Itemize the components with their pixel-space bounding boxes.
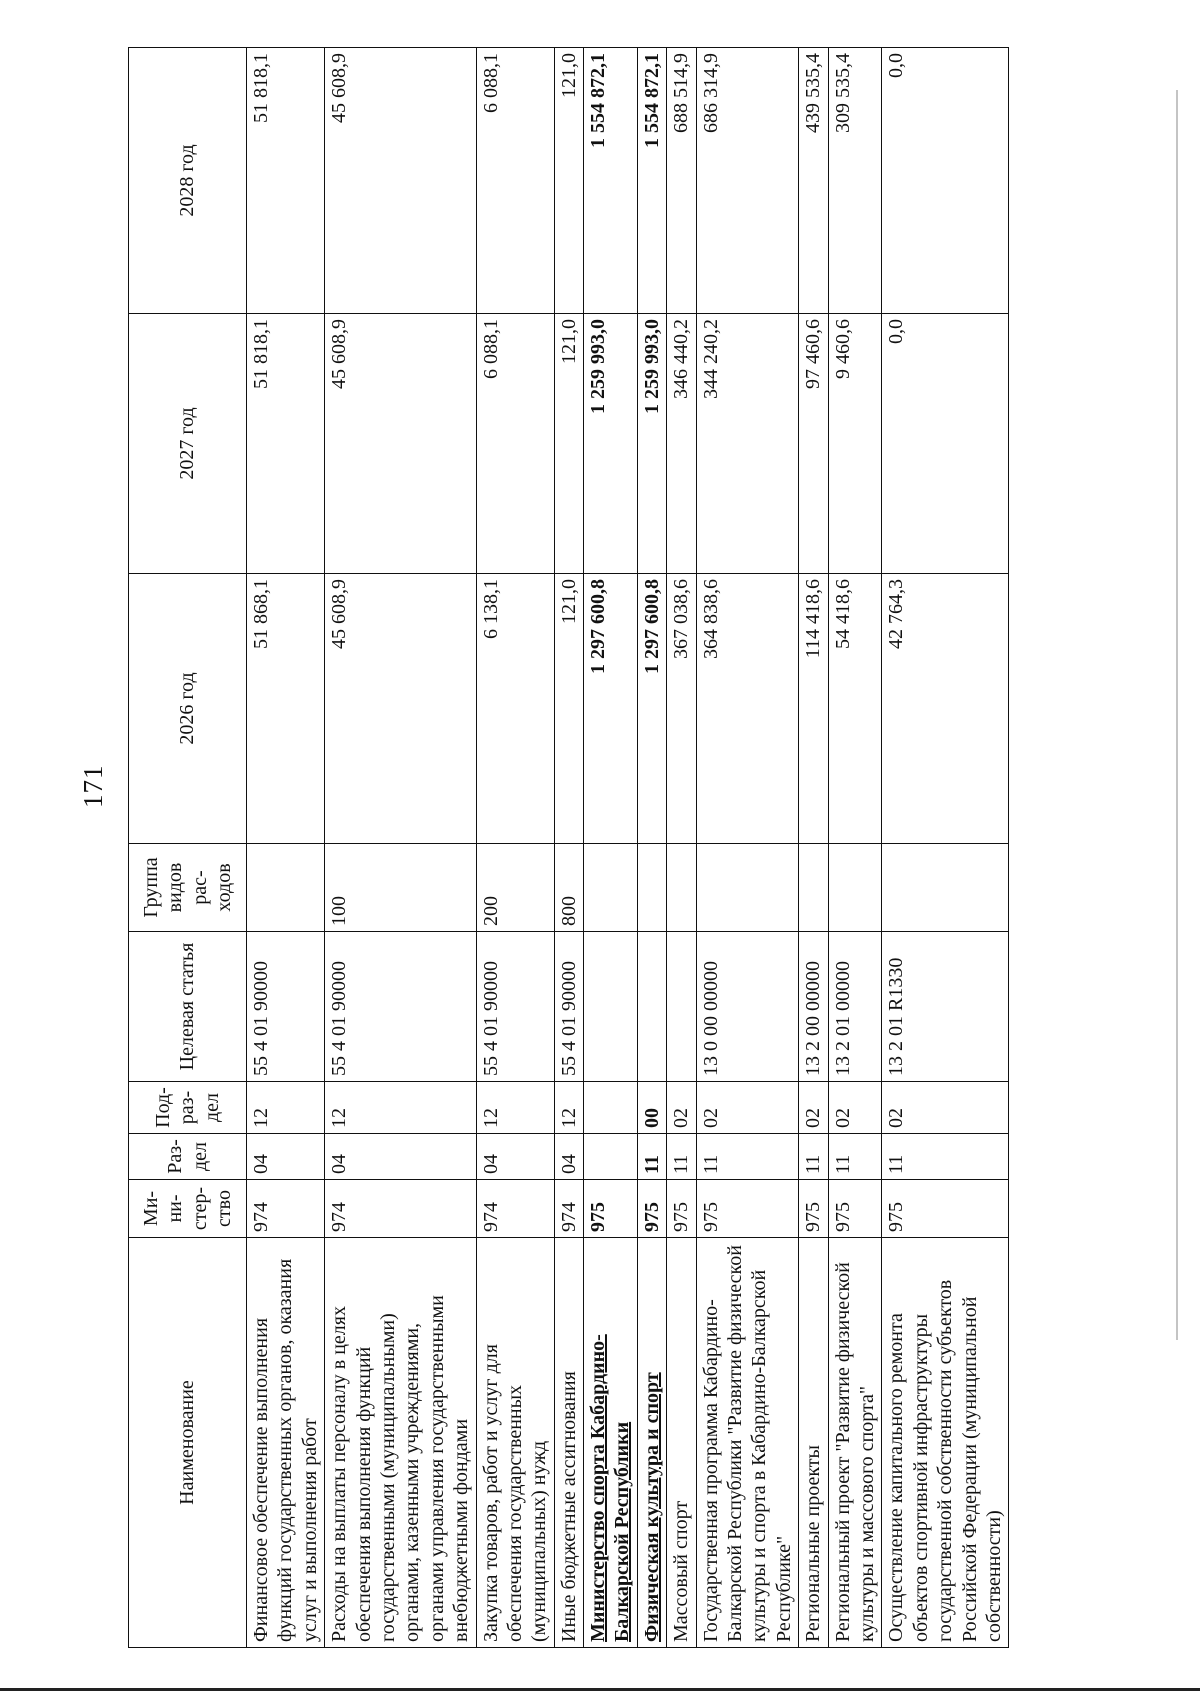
cell-section: 04 (476, 1134, 554, 1180)
cell-name: Государственная программа Кабардино-Балкарской Республики "Развитие физической культуры и спорта в Кабардино-Балкарской Республике" (696, 1238, 799, 1648)
header-target: Целевая статья (129, 932, 247, 1082)
cell-subsection: 02 (667, 1082, 696, 1134)
table-row (325, 48, 476, 1648)
cell-y2026: 1 297 600,8 (637, 574, 666, 844)
header-2027: 2027 год (129, 314, 247, 574)
cell-target: 55 4 01 90000 (554, 932, 583, 1082)
cell-y2027: 6 088,1 (476, 314, 554, 574)
cell-y2026: 42 764,3 (882, 574, 1009, 844)
cell-ministry: 975 (637, 1180, 666, 1238)
cell-y2028: 1 554 872,1 (584, 48, 638, 314)
cell-section: 11 (696, 1134, 799, 1180)
cell-group (667, 844, 696, 932)
cell-target (637, 932, 666, 1082)
header-name: Наименование (129, 1238, 247, 1648)
table-row (882, 48, 1009, 1648)
cell-y2028: 309 535,4 (828, 48, 882, 314)
cell-name: Закупка товаров, работ и услуг для обеспечения государственных (муниципальных) нужд (476, 1238, 554, 1648)
cell-y2026: 121,0 (554, 574, 583, 844)
cell-target: 13 2 01 R1330 (882, 932, 1009, 1082)
cell-section: 04 (325, 1134, 476, 1180)
cell-section: 11 (828, 1134, 882, 1180)
cell-subsection: 12 (247, 1082, 325, 1134)
cell-subsection: 00 (637, 1082, 666, 1134)
cell-ministry: 975 (799, 1180, 828, 1238)
cell-group (247, 844, 325, 932)
cell-name: Осуществление капитального ремонта объектов спортивной инфраструктуры государственной собственности субъектов Российской Федерации (муниципальной собственности) (882, 1238, 1009, 1648)
header-ministry: Ми-ни-стер-ство (129, 1180, 247, 1238)
cell-section (584, 1134, 638, 1180)
budget-table (128, 47, 1009, 1648)
cell-y2028: 439 535,4 (799, 48, 828, 314)
cell-group: 200 (476, 844, 554, 932)
cell-group (584, 844, 638, 932)
cell-group: 100 (325, 844, 476, 932)
cell-name: Иные бюджетные ассигнования (554, 1238, 583, 1648)
cell-y2028: 686 314,9 (696, 48, 799, 314)
cell-section: 11 (882, 1134, 1009, 1180)
cell-name: Массовый спорт (667, 1238, 696, 1648)
scan-edge-line (0, 1688, 1200, 1691)
cell-y2027: 9 460,6 (828, 314, 882, 574)
cell-y2028: 121,0 (554, 48, 583, 314)
cell-target: 55 4 01 90000 (476, 932, 554, 1082)
cell-y2028: 688 514,9 (667, 48, 696, 314)
cell-target: 55 4 01 90000 (247, 932, 325, 1082)
cell-ministry: 975 (882, 1180, 1009, 1238)
cell-ministry: 974 (476, 1180, 554, 1238)
cell-y2027: 121,0 (554, 314, 583, 574)
table-row (696, 48, 799, 1648)
cell-subsection: 02 (696, 1082, 799, 1134)
header-group: Группа видов рас-ходов (129, 844, 247, 932)
cell-subsection: 02 (799, 1082, 828, 1134)
table-row (799, 48, 828, 1648)
cell-section: 04 (247, 1134, 325, 1180)
cell-y2027: 51 818,1 (247, 314, 325, 574)
cell-group (882, 844, 1009, 932)
cell-ministry: 974 (247, 1180, 325, 1238)
cell-y2026: 1 297 600,8 (584, 574, 638, 844)
cell-subsection: 02 (828, 1082, 882, 1134)
table-header-row (129, 48, 247, 1648)
cell-y2028: 1 554 872,1 (637, 48, 666, 314)
cell-ministry: 975 (696, 1180, 799, 1238)
cell-target: 13 2 01 00000 (828, 932, 882, 1082)
cell-y2026: 45 608,9 (325, 574, 476, 844)
cell-ministry: 975 (584, 1180, 638, 1238)
cell-y2026: 6 138,1 (476, 574, 554, 844)
table-row (637, 48, 666, 1648)
cell-y2028: 0,0 (882, 48, 1009, 314)
cell-group (799, 844, 828, 932)
scan-edge-mark (1176, 90, 1178, 1340)
cell-subsection (584, 1082, 638, 1134)
cell-name: Физическая культура и спорт (637, 1238, 666, 1648)
cell-ministry: 975 (667, 1180, 696, 1238)
cell-y2026: 54 418,6 (828, 574, 882, 844)
cell-y2028: 6 088,1 (476, 48, 554, 314)
page-number: 171 (78, 764, 108, 808)
cell-section: 04 (554, 1134, 583, 1180)
cell-name: Региональные проекты (799, 1238, 828, 1648)
cell-subsection: 12 (476, 1082, 554, 1134)
cell-name: Министерство спорта Кабардино-Балкарской Республики (584, 1238, 638, 1648)
cell-section: 11 (637, 1134, 666, 1180)
cell-y2028: 51 818,1 (247, 48, 325, 314)
cell-ministry: 975 (828, 1180, 882, 1238)
header-2026: 2026 год (129, 574, 247, 844)
header-2028: 2028 год (129, 48, 247, 314)
cell-y2027: 97 460,6 (799, 314, 828, 574)
table-row (584, 48, 638, 1648)
cell-name: Расходы на выплаты персоналу в целях обеспечения выполнения функций государственными (муниципальными) органами, казенными учреждениями, органами управления государственными внебюджетными фондами (325, 1238, 476, 1648)
cell-y2026: 114 418,6 (799, 574, 828, 844)
cell-target (667, 932, 696, 1082)
cell-y2027: 0,0 (882, 314, 1009, 574)
cell-section: 11 (799, 1134, 828, 1180)
table-row (667, 48, 696, 1648)
cell-subsection: 02 (882, 1082, 1009, 1134)
cell-y2026: 367 038,6 (667, 574, 696, 844)
cell-ministry: 974 (554, 1180, 583, 1238)
cell-name: Региональный проект "Развитие физической культуры и массового спорта" (828, 1238, 882, 1648)
table-row (554, 48, 583, 1648)
cell-y2027: 45 608,9 (325, 314, 476, 574)
cell-target: 13 0 00 00000 (696, 932, 799, 1082)
cell-subsection: 12 (325, 1082, 476, 1134)
table-body (247, 48, 1009, 1648)
cell-y2027: 344 240,2 (696, 314, 799, 574)
cell-target (584, 932, 638, 1082)
header-subsection: Под-раз-дел (129, 1082, 247, 1134)
header-section: Раз-дел (129, 1134, 247, 1180)
cell-ministry: 974 (325, 1180, 476, 1238)
cell-y2028: 45 608,9 (325, 48, 476, 314)
cell-y2026: 364 838,6 (696, 574, 799, 844)
cell-target: 13 2 00 00000 (799, 932, 828, 1082)
cell-group (696, 844, 799, 932)
cell-y2027: 1 259 993,0 (637, 314, 666, 574)
cell-name: Финансовое обеспечение выполнения функций государственных органов, оказания услуг и выполнения работ (247, 1238, 325, 1648)
cell-target: 55 4 01 90000 (325, 932, 476, 1082)
cell-subsection: 12 (554, 1082, 583, 1134)
cell-group: 800 (554, 844, 583, 932)
table-row (828, 48, 882, 1648)
cell-y2027: 1 259 993,0 (584, 314, 638, 574)
table-row (247, 48, 325, 1648)
cell-group (637, 844, 666, 932)
cell-y2026: 51 868,1 (247, 574, 325, 844)
cell-group (828, 844, 882, 932)
cell-section: 11 (667, 1134, 696, 1180)
table-row (476, 48, 554, 1648)
cell-y2027: 346 440,2 (667, 314, 696, 574)
